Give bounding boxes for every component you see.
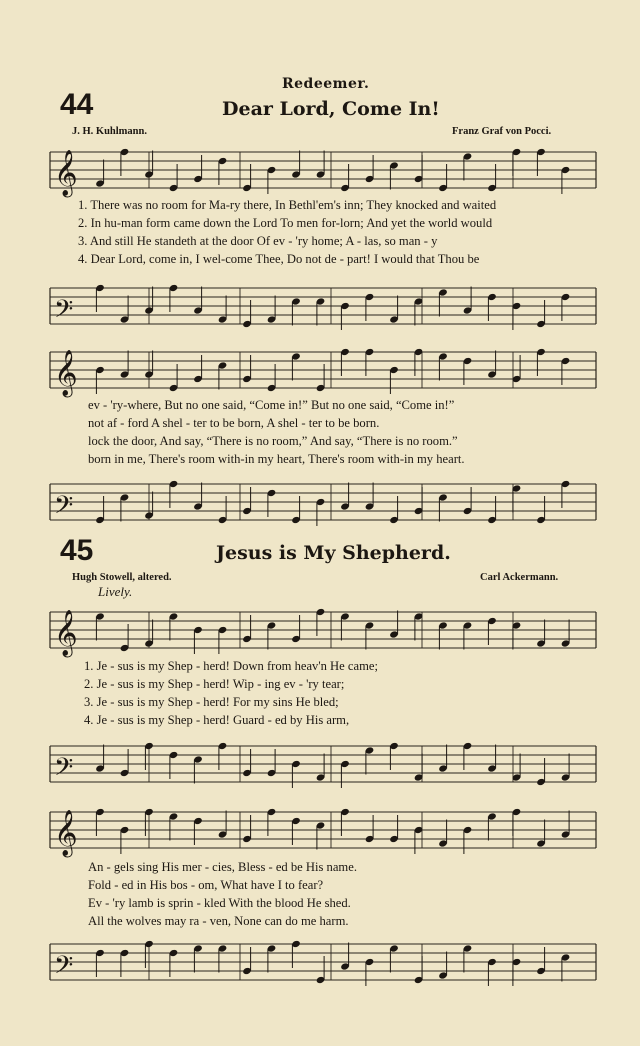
verse-line: 1. Je - sus is my Shep - herd! Down from heav'n He came; (84, 659, 378, 673)
music-staff-system (0, 806, 640, 856)
verse-line: not af - ford A shel - ter to be born, A shel - ter to be born. (88, 416, 380, 430)
music-staff-system (0, 282, 640, 332)
verse-line: 2. Je - sus is my Shep - herd! Wip - ing ev - 'ry tear; (84, 677, 345, 691)
verse-line: Fold - ed in His bos - om, What have I to fear? (88, 878, 324, 892)
music-staff-system (0, 146, 640, 196)
music-credit: Franz Graf von Pocci. (452, 126, 552, 137)
music-credit: Carl Ackermann. (480, 572, 559, 583)
svg-text:𝄢: 𝄢 (54, 295, 74, 330)
svg-text:𝄞: 𝄞 (54, 350, 78, 396)
verse-line: 1. There was no room for Ma-ry there, In Bethl'em's inn; They knocked and waited (78, 198, 497, 212)
verse-line: 4. Je - sus is my Shep - herd! Guard - ed by His arm, (84, 713, 350, 727)
verse-line: lock the door, And say, “There is no room,” And say, “There is no room.” (88, 434, 458, 448)
verse-line: All the wolves may ra - ven, None can do me harm. (88, 914, 349, 928)
music-staff-system (0, 606, 640, 656)
hymn-title: Jesus is My Shepherd. (216, 542, 451, 564)
tempo-marking: Lively. (98, 584, 133, 599)
hymn-number: 44 (60, 88, 94, 121)
verse-line: born in me, There's room with-in my heart, There's room with-in my heart. (88, 452, 465, 466)
svg-text:𝄞: 𝄞 (54, 810, 78, 856)
verse-line: ev - 'ry-where, But no one said, “Come in!” But no one said, “Come in!” (88, 398, 455, 412)
hymn-number: 45 (60, 534, 94, 567)
verse-line: An - gels sing His mer - cies, Bless - ed be His name. (88, 860, 357, 874)
svg-text:𝄢: 𝄢 (54, 491, 74, 526)
words-credit: J. H. Kuhlmann. (72, 126, 147, 137)
music-staff-system (0, 938, 640, 988)
section-heading: Redeemer. (282, 76, 370, 92)
music-staff-system (0, 740, 640, 790)
music-staff-system (0, 346, 640, 396)
verse-line: 3. Je - sus is my Shep - herd! For my sins He bled; (84, 695, 339, 709)
svg-text:𝄞: 𝄞 (54, 150, 78, 196)
svg-text:𝄢: 𝄢 (54, 753, 74, 788)
verse-line: 2. In hu-man form came down the Lord To men for-lorn; And yet the world would (78, 216, 493, 230)
hymn-title: Dear Lord, Come In! (222, 98, 440, 120)
music-staff-system (0, 478, 640, 528)
verse-line: Ev - 'ry lamb is sprin - kled With the blood He shed. (88, 896, 351, 910)
verse-line: 4. Dear Lord, come in, I wel-come Thee, Do not de - part! I would that Thou be (78, 252, 480, 266)
verse-line: 3. And still He standeth at the door Of ev - 'ry home; A - las, so man - y (78, 234, 438, 248)
svg-text:𝄞: 𝄞 (54, 610, 78, 656)
words-credit: Hugh Stowell, altered. (72, 572, 172, 583)
svg-text:𝄢: 𝄢 (54, 951, 74, 986)
